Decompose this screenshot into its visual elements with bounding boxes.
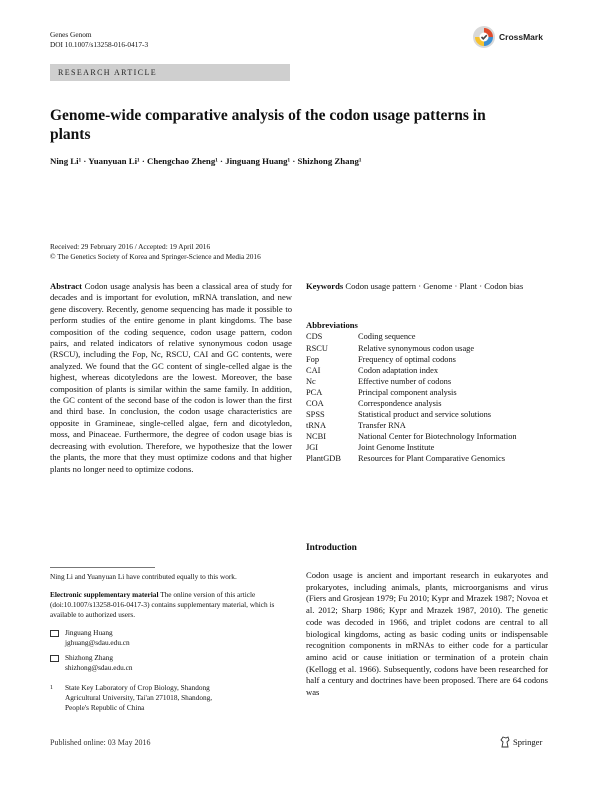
abbreviation-definition: Correspondence analysis bbox=[358, 398, 442, 408]
abbreviation-definition: Joint Genome Institute bbox=[358, 443, 435, 453]
abbreviation-term: CAI bbox=[306, 365, 321, 375]
abbreviation-definition: National Center for Biotechnology Information bbox=[358, 432, 517, 442]
introduction-heading: Introduction bbox=[306, 543, 357, 553]
esm-label: Electronic supplementary material bbox=[50, 590, 159, 599]
keywords-text: Codon usage pattern · Genome · Plant · Codon bias bbox=[345, 281, 524, 291]
affiliation-text: State Key Laboratory of Crop Biology, Shandong Agricultural University, Tai'an 271018, Shandong, People's Republic of China bbox=[65, 683, 213, 712]
abbreviation-definition: Effective number of codons bbox=[358, 376, 452, 386]
abbreviation-definition: Statistical product and service solutions bbox=[358, 410, 492, 420]
abbreviations-label: Abbreviations bbox=[306, 320, 358, 330]
abbreviation-term: SPSS bbox=[306, 410, 325, 420]
abbreviations bbox=[306, 320, 548, 465]
publisher-logo bbox=[500, 736, 542, 748]
abbreviation-row bbox=[306, 453, 548, 464]
crossmark-label: CrossMark bbox=[499, 32, 543, 42]
abbreviation-definition: Frequency of optimal codons bbox=[358, 354, 456, 364]
publisher-name: Springer bbox=[513, 737, 543, 747]
author-email[interactable]: jghuang@sdau.edu.cn bbox=[65, 638, 130, 647]
corresponding-author-2 bbox=[50, 653, 292, 673]
abbreviation-row bbox=[306, 420, 548, 431]
journal-name: Genes Genom bbox=[50, 30, 92, 39]
affiliation bbox=[50, 683, 292, 713]
journal-header bbox=[50, 30, 148, 50]
keywords bbox=[306, 281, 548, 292]
footnote-divider bbox=[50, 567, 155, 568]
abbreviation-row bbox=[306, 398, 548, 409]
abbreviation-row bbox=[306, 376, 548, 387]
abbreviation-term: Nc bbox=[306, 376, 316, 386]
section-label: RESEARCH ARTICLE bbox=[58, 68, 158, 77]
abbreviation-term: JGI bbox=[306, 443, 319, 453]
envelope-icon bbox=[50, 655, 59, 662]
esm-note bbox=[50, 590, 292, 620]
esm-text: The online version of this article (doi:10.1007/s13258-016-0417-3) contains supplementary material, which is available to authorized users. bbox=[50, 590, 275, 619]
abbreviation-definition: Resources for Plant Comparative Genomics bbox=[358, 454, 505, 464]
abbreviation-term: NCBI bbox=[306, 432, 327, 442]
abbreviations-list bbox=[306, 331, 548, 464]
received-accepted: Received: 29 February 2016 / Accepted: 19 April 2016 bbox=[50, 242, 211, 251]
abbreviation-term: PlantGDB bbox=[306, 454, 341, 464]
published-online: Published online: 03 May 2016 bbox=[50, 738, 151, 747]
abbreviation-row bbox=[306, 387, 548, 398]
abbreviation-term: PCA bbox=[306, 387, 323, 397]
abbreviation-definition: Coding sequence bbox=[358, 332, 416, 342]
author-name: Shizhong Zhang bbox=[65, 653, 114, 662]
abbreviation-row bbox=[306, 365, 548, 376]
article-title: Genome-wide comparative analysis of the codon usage patterns in plants bbox=[50, 107, 486, 143]
abbreviation-definition: Transfer RNA bbox=[358, 421, 406, 431]
abbreviation-row bbox=[306, 343, 548, 354]
author-name: Jinguang Huang bbox=[65, 628, 113, 637]
abbreviation-term: tRNA bbox=[306, 421, 327, 431]
crossmark-icon bbox=[472, 25, 496, 49]
copyright: © The Genetics Society of Korea and Springer-Science and Media 2016 bbox=[50, 252, 261, 261]
abbreviation-term: CDS bbox=[306, 332, 323, 342]
article-dates bbox=[50, 242, 350, 262]
abbreviation-row bbox=[306, 431, 548, 442]
author-email[interactable]: shizhong@sdau.edu.cn bbox=[65, 663, 133, 672]
abstract-label: Abstract bbox=[50, 281, 82, 291]
abbreviation-term: Fop bbox=[306, 354, 320, 364]
abbreviation-definition: Codon adaptation index bbox=[358, 365, 439, 375]
abstract bbox=[50, 281, 292, 475]
section-band bbox=[50, 64, 290, 81]
doi: DOI 10.1007/s13258-016-0417-3 bbox=[50, 40, 149, 49]
abstract-text: Codon usage analysis has been a classical area of study for decades and is important for evolution, mRNA translation, and new gene discovery. Recently, genome sequencing has made it possible to perform studies of the entire genome in plant kingdoms. The base composition of the coding sequence, codon usage pattern, codon pairs, and related indicators of relative synonymous codon usage (RSCU), including the Fop, Nc, RSCU, CAI and GC contents, were analyzed. We found that the GC content of single-celled algae is the highest, whereas dicotyledons are the lowest. Moreover, the base composition of plants is similar within the same family. In addition, the GC content of the second base of the codon is lower than the first and third base. In conclusion, the codon usage characteristics are opposite in Gramineae, single-celled algae, fern and dicotyledon, moss, and Pinaceae. Furthermore, the degree of codon usage bias is decreasing with evolution. Therefore, we hypothesize that the lower the plants, the more that they must optimize codons and that higher plants no longer need to optimize codons. bbox=[50, 281, 292, 474]
abbreviation-row bbox=[306, 331, 548, 342]
corresponding-author-1 bbox=[50, 628, 292, 648]
equal-contribution-note: Ning Li and Yuanyuan Li have contributed equally to this work. bbox=[50, 572, 237, 581]
abbreviation-row bbox=[306, 409, 548, 420]
abbreviation-term: COA bbox=[306, 398, 324, 408]
envelope-icon bbox=[50, 630, 59, 637]
abbreviation-term: RSCU bbox=[306, 343, 328, 353]
author-list: Ning Li¹ · Yuanyuan Li¹ · Chengchao Zheng¹ · Jinguang Huang¹ · Shizhong Zhang¹ bbox=[50, 156, 362, 166]
springer-horse-icon bbox=[500, 736, 510, 748]
affiliation-number: 1 bbox=[50, 685, 53, 691]
abbreviation-definition: Principal component analysis bbox=[358, 387, 457, 397]
abbreviation-row bbox=[306, 354, 548, 365]
crossmark-badge[interactable] bbox=[472, 25, 543, 49]
abbreviation-definition: Relative synonymous codon usage bbox=[358, 343, 475, 353]
keywords-label: Keywords bbox=[306, 281, 344, 291]
abbreviation-row bbox=[306, 442, 548, 453]
introduction-text: Codon usage is ancient and important research in eukaryotes and prokaryotes, including animals, plants, microorganisms and virus (Fiers and Grosjean 1979; Fu 2010; Kypr and Mrazek 1987; Novoa et al. 2012; Sharp 1986; Kypr and Mrazek 1987, 2010). The genetic code was decoded in 1966, and triplet codons are central to all biological kingdoms, acting as basic coding units or indispensable recognition components in mRNAs to either code for a particular amino acid or cause initiation or termination of a protein chain (Kellogg et al. 1966). Subsequently, codons have been researched for half a century and doctrines have been proposed. There are 64 codons was bbox=[306, 570, 548, 698]
